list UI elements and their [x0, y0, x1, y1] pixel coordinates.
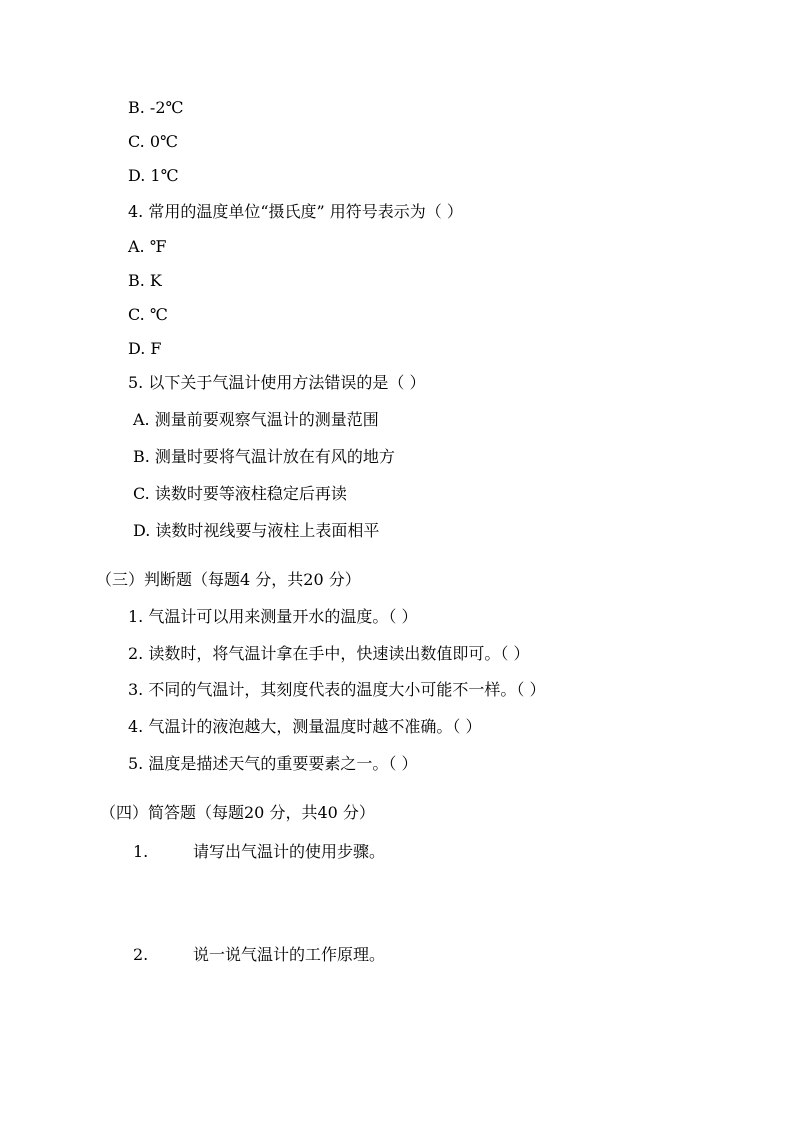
q4-option-c: C. ℃ — [128, 305, 168, 324]
short-answer-section-heading: （四）简答题（每题20 分，共40 分） — [100, 803, 375, 822]
judgement-item-2: 2. 读数时，将气温计拿在手中，快速读出数值即可。（ ） — [128, 644, 530, 663]
q4-option-b: B. K — [128, 271, 162, 290]
q5-option-a: A. 测量前要观察气温计的测量范围 — [133, 410, 379, 429]
q5-option-b: B. 测量时要将气温计放在有风的地方 — [133, 447, 395, 466]
q4-option-a: A. ℉ — [128, 237, 167, 256]
q5-option-d: D. 读数时视线要与液柱上表面相平 — [133, 521, 380, 540]
judgement-item-1: 1. 气温计可以用来测量开水的温度。（ ） — [128, 607, 418, 626]
short-answer-2-number: 2. — [133, 945, 149, 964]
short-answer-2-question: 说一说气温计的工作原理。 — [193, 945, 386, 964]
q3-option-c: C. 0℃ — [128, 132, 178, 151]
short-answer-1-number: 1. — [133, 842, 149, 861]
judgement-item-5: 5. 温度是描述天气的重要要素之一。（ ） — [128, 754, 418, 773]
judgement-section-heading: （三）判断题（每题4 分，共20 分） — [96, 570, 361, 589]
q3-option-b: B. -2℃ — [128, 98, 184, 117]
q4-stem: 4. 常用的温度单位“摄氏度” 用符号表示为（ ） — [128, 202, 463, 221]
q5-option-c: C. 读数时要等液柱稳定后再读 — [133, 484, 347, 503]
q5-stem: 5. 以下关于气温计使用方法错误的是（ ） — [128, 373, 426, 392]
short-answer-1-question: 请写出气温计的使用步骤。 — [193, 842, 386, 861]
judgement-item-4: 4. 气温计的液泡越大，测量温度时越不准确。（ ） — [128, 717, 482, 736]
judgement-item-3: 3. 不同的气温计，其刻度代表的温度大小可能不一样。（ ） — [128, 680, 546, 699]
q3-option-d: D. 1℃ — [128, 166, 179, 185]
q4-option-d: D. F — [128, 339, 162, 358]
